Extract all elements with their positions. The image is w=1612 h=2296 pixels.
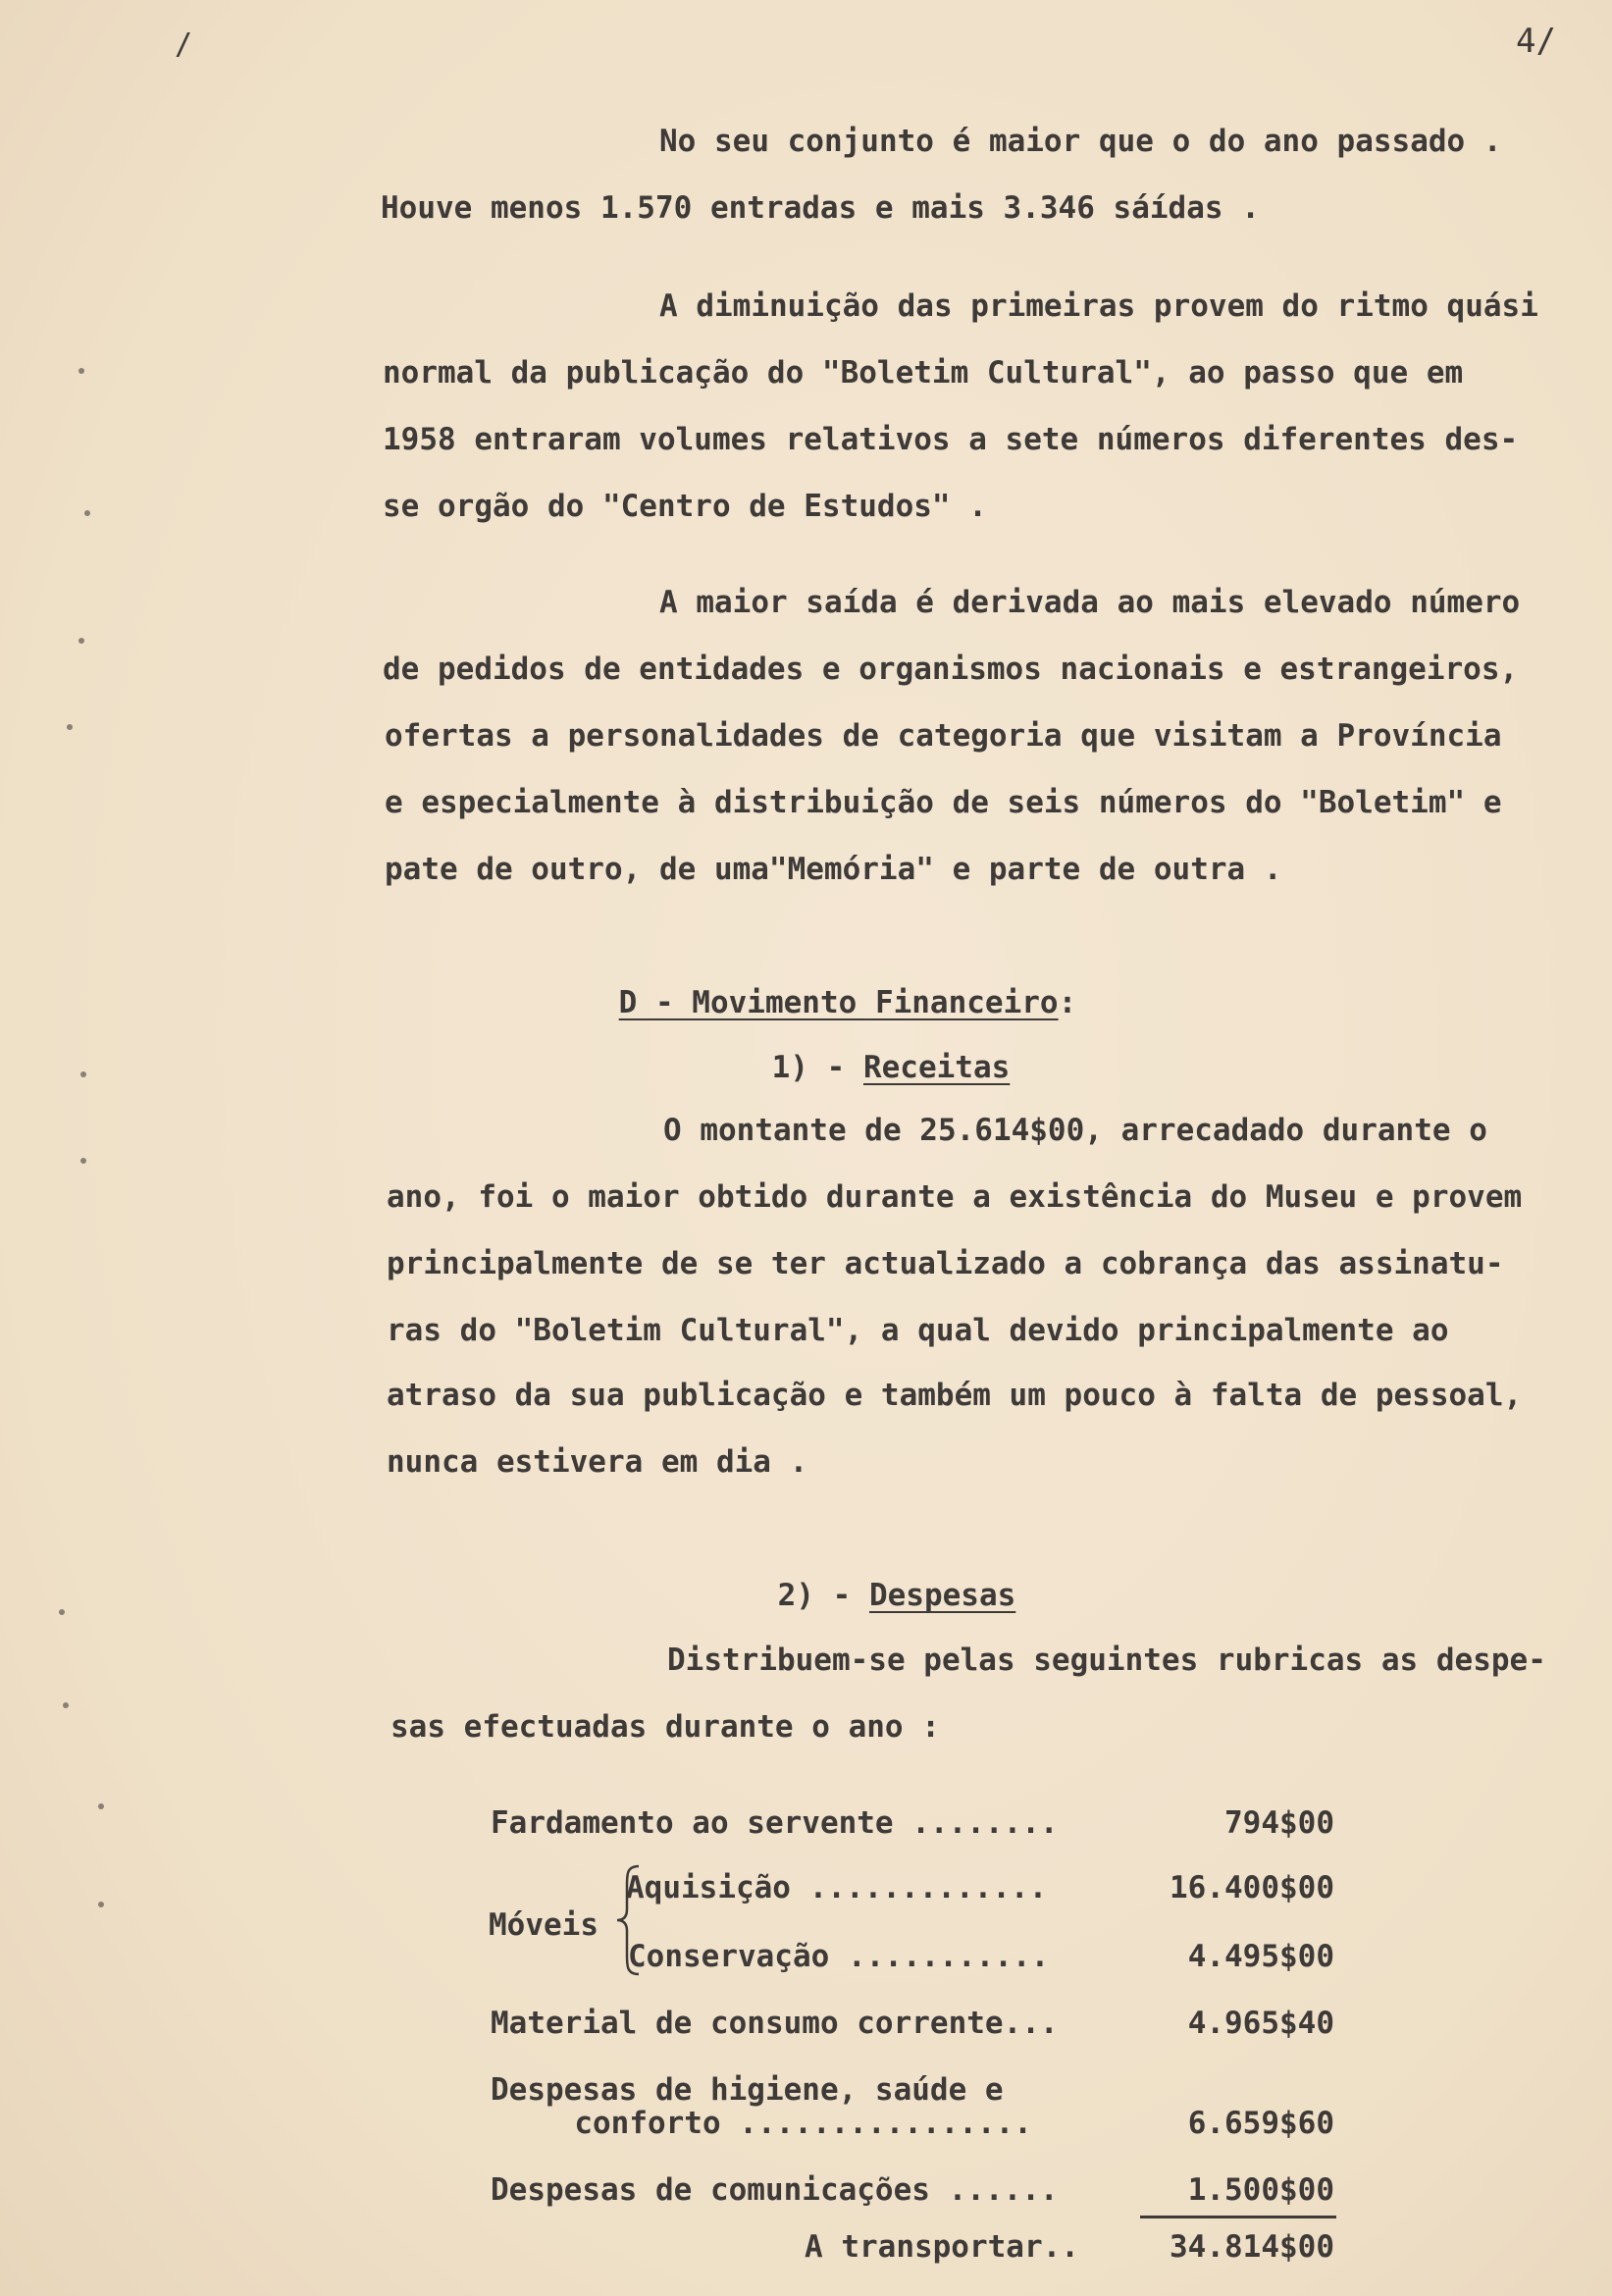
margin-speck (78, 638, 84, 644)
page-number: 4/ (1516, 22, 1556, 61)
text-line: de pedidos de entidades e organismos nacionais e estrangeiros, (383, 652, 1519, 687)
subsection-prefix: 2) - (777, 1578, 869, 1613)
margin-speck (84, 510, 90, 516)
text-line: No seu conjunto é maior que o do ano passado . (659, 124, 1502, 159)
text-line: pate de outro, de uma"Memória" e parte de outra . (385, 852, 1282, 887)
expense-group-label: Móveis (489, 1907, 598, 1943)
text-line: se orgão do "Centro de Estudos" . (383, 489, 987, 524)
total-amount: 34.814$00 (1170, 2229, 1334, 2265)
text-line: A diminuição das primeiras provem do ritmo quási (659, 288, 1538, 324)
margin-speck (80, 1158, 86, 1164)
subsection-heading-receitas (699, 1015, 1010, 1121)
text-line: ras do "Boletim Cultural", a qual devido principalmente ao (387, 1313, 1449, 1348)
expense-amount: 4.965$40 (1187, 2006, 1334, 2041)
subsection-heading-despesas (704, 1542, 1015, 1648)
text-line: principalmente de se ter actualizado a cobrança das assinatu- (387, 1246, 1504, 1281)
subsection-title: Despesas (868, 1578, 1016, 1613)
text-line: sas efectuadas durante o ano : (390, 1709, 940, 1745)
expense-amount: 6.659$60 (1187, 2106, 1334, 2141)
margin-speck (78, 368, 84, 374)
expense-label: Aquisição ............. (626, 1870, 1048, 1905)
text-line: O montante de 25.614$00, arrecadado durante o (663, 1113, 1487, 1148)
margin-speck (63, 1702, 69, 1708)
expense-label: Material de consumo corrente... (491, 2006, 1059, 2041)
expense-amount: 16.400$00 (1170, 1870, 1334, 1905)
text-line: Distribuem-se pelas seguintes rubricas as despe- (667, 1643, 1546, 1678)
text-line: normal da publicação do "Boletim Cultural", ao passo que em (383, 355, 1464, 391)
text-line: ano, foi o maior obtido durante a existência do Museu e provem (387, 1179, 1523, 1215)
total-label: A transportar.. (805, 2229, 1079, 2265)
expense-amount: 4.495$00 (1187, 1939, 1334, 1974)
text-line: Houve menos 1.570 entradas e mais 3.346 sáídas . (381, 190, 1260, 226)
text-line: A maior saída é derivada ao mais elevado número (659, 585, 1521, 620)
corner-mark: / (175, 27, 193, 62)
margin-speck (80, 1071, 86, 1077)
text-line: atraso da sua publicação e também um pouco à falta de pessoal, (387, 1378, 1523, 1413)
total-rule (1140, 2216, 1336, 2218)
expense-amount: 794$00 (1224, 1805, 1334, 1841)
margin-speck (98, 1803, 104, 1809)
subsection-title: Receitas (862, 1050, 1011, 1085)
text-line: e especialmente à distribuição de seis números do "Boletim" e (385, 785, 1502, 820)
margin-speck (98, 1902, 104, 1907)
expense-label: conforto ................ (538, 2106, 1032, 2141)
text-line: nunca estivera em dia . (387, 1444, 808, 1480)
expense-label: Despesas de higiene, saúde e (491, 2072, 1004, 2108)
margin-speck (59, 1609, 65, 1615)
section-heading-text: D - Movimento Financeiro (618, 985, 1059, 1020)
margin-speck (67, 724, 73, 730)
text-line: 1958 entraram volumes relativos a sete números diferentes des- (383, 422, 1519, 457)
subsection-prefix: 1) - (771, 1050, 863, 1085)
expense-label: Fardamento ao servente ........ (491, 1805, 1059, 1841)
expense-label: Conservação ........... (628, 1939, 1050, 1974)
expense-amount: 1.500$00 (1187, 2172, 1334, 2208)
section-heading-suffix: : (1058, 985, 1077, 1020)
expense-label: Despesas de comunicações ...... (491, 2172, 1059, 2208)
text-line: ofertas a personalidades de categoria que visitam a Província (385, 718, 1502, 754)
